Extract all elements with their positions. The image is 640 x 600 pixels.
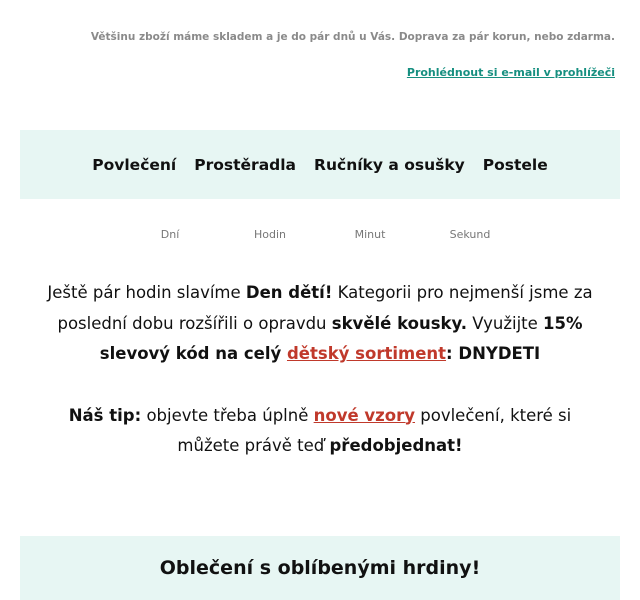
promo-text: Ještě pár hodin slavíme bbox=[47, 283, 246, 302]
nav-item-rucniky[interactable]: Ručníky a osušky bbox=[314, 155, 465, 174]
promo-highlight: skvělé kousky. bbox=[331, 313, 468, 333]
countdown-seconds-label: Sekund bbox=[449, 228, 491, 241]
category-nav bbox=[20, 130, 620, 199]
promo-paragraph bbox=[40, 278, 600, 370]
promo-text: Využijte bbox=[467, 313, 544, 333]
tip-paragraph bbox=[40, 401, 600, 462]
promo-highlight: Den dětí! bbox=[245, 283, 333, 302]
countdown-days-label: Dní bbox=[160, 228, 180, 241]
tip-label: Náš tip: bbox=[68, 405, 142, 425]
promo-discount: 15% slevový kód na celý bbox=[99, 313, 583, 363]
countdown-hours-label: Hodin bbox=[253, 228, 287, 241]
section-heading-band bbox=[20, 536, 620, 600]
new-patterns-link[interactable]: nové vzory bbox=[313, 405, 415, 425]
nav-item-postele[interactable]: Postele bbox=[482, 155, 548, 174]
view-in-browser-link[interactable]: Prohlédnout si e-mail v prohlížeči bbox=[406, 66, 615, 79]
tip-text: objevte třeba úplně bbox=[141, 405, 314, 425]
kids-assortment-link[interactable]: dětský sortiment bbox=[286, 344, 447, 363]
nav-item-prosteradla[interactable]: Prostěradla bbox=[194, 155, 297, 174]
preheader-text: Většinu zboží máme skladem a je do pár dnů u Vás. Doprava za pár korun, nebo zdarma. bbox=[90, 31, 615, 43]
countdown-minutes-label: Minut bbox=[354, 228, 386, 241]
promo-text: Kategorii pro nejmenší jsme za poslední dobu rozšířili o opravdu bbox=[57, 283, 593, 333]
discount-code: : DNYDETI bbox=[446, 344, 541, 363]
tip-highlight: předobjednat! bbox=[329, 436, 463, 455]
promo-text-block bbox=[40, 278, 600, 462]
nav-item-povleceni[interactable]: Povlečení bbox=[92, 155, 177, 174]
section-heading: Oblečení s oblíbenými hrdiny! bbox=[159, 557, 481, 579]
tip-text: povlečení, které si můžete právě teď bbox=[177, 405, 572, 455]
